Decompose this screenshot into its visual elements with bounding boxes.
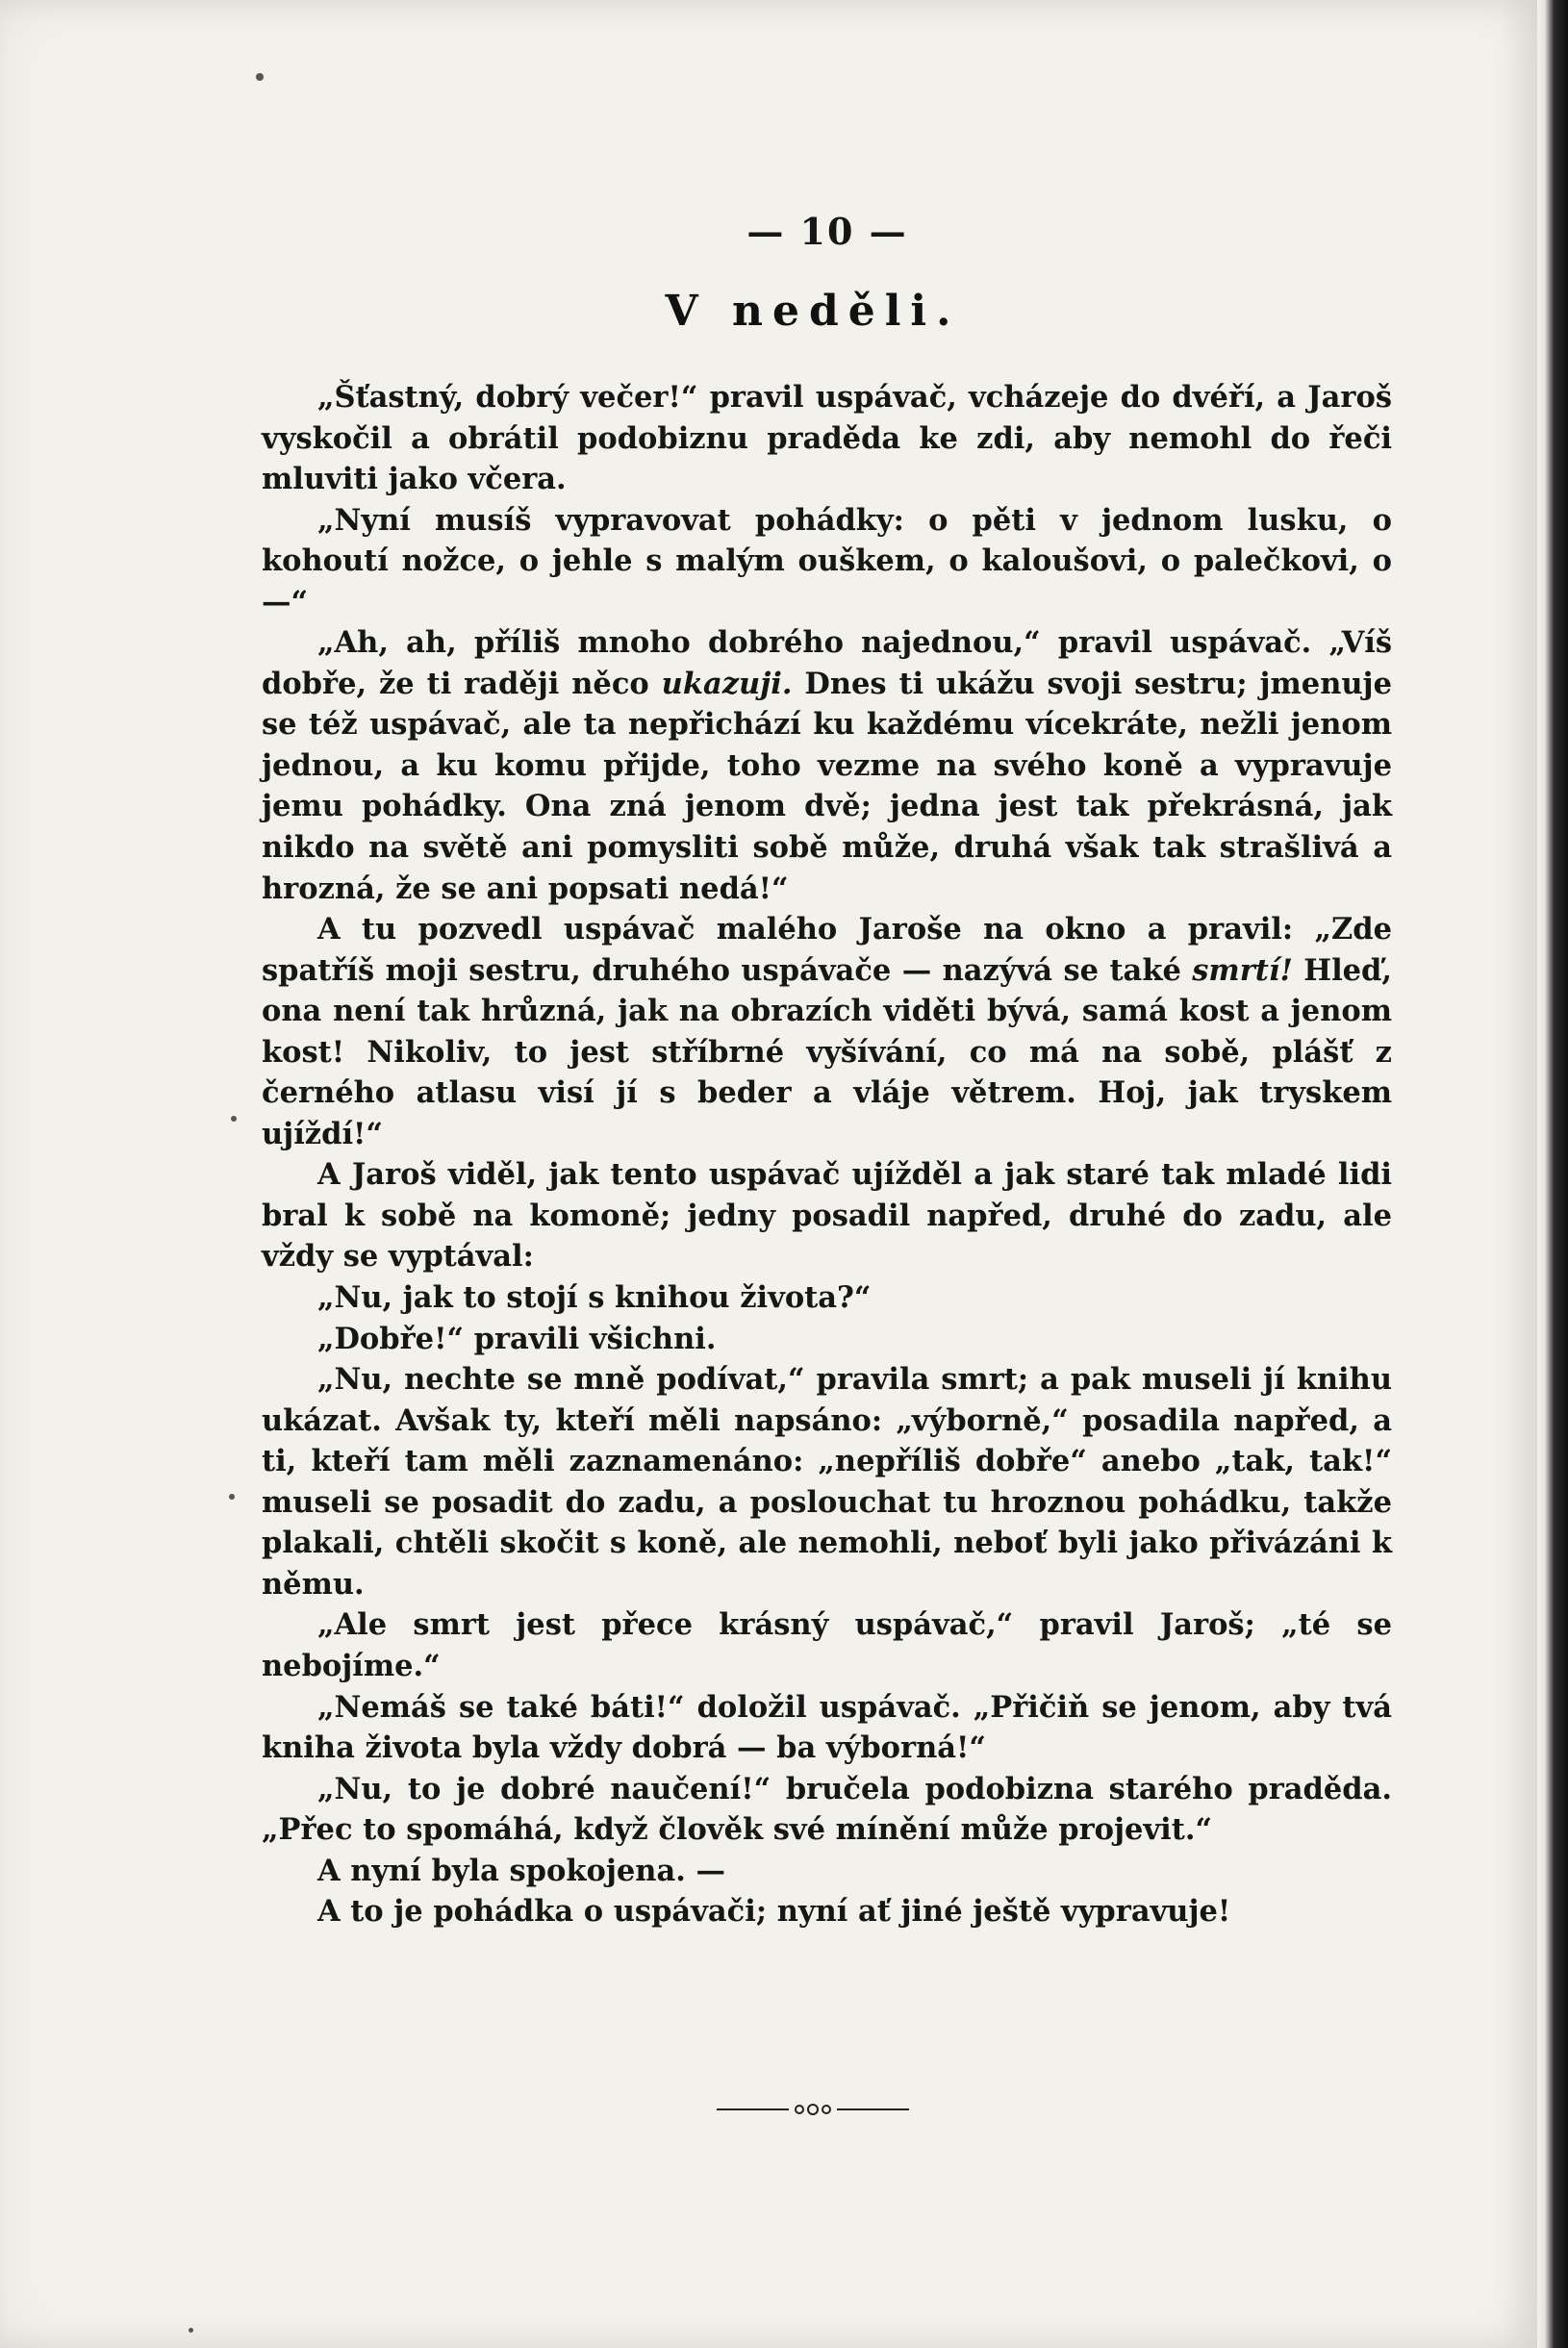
paragraph [262, 1277, 1392, 1319]
text-run: A tu pozvedl uspávač malého Jaroše na okno a pravil: „Zde spatříš moji sestru, druhého uspávače — nazývá se také [262, 912, 1392, 988]
italic-text: ukazuji. [661, 666, 793, 701]
text-run: „Ah, ah, příliš mnoho dobrého najednou,“ pravil uspávač. „Víš dobře, že ti raději něco [262, 625, 1392, 701]
paragraph [262, 500, 1392, 623]
paper-speck [189, 2328, 193, 2333]
body-text [262, 377, 1392, 1932]
text-run: „Nu, to je dobré naučení!“ bručela podobizna starého praděda. „Přec to spomáhá, když člověk své mínění může projevit.“ [262, 1771, 1392, 1848]
text-run: Hleď, ona není tak hrůzná, jak na obrazích viděti bývá, samá kost a jenom kost! Nikoliv, to jest stříbrné vyšívání, co má na sobě, plášť z černého atlasu visí jí s beder a vláje větrem. Hoj, jak tryskem ujíždí!“ [262, 952, 1393, 1151]
italic-text: smrtí! [1192, 952, 1293, 988]
page-number: — 10 — [746, 210, 908, 253]
text-run: „Šťastný, dobrý večer!“ pravil uspávač, vcházeje do dvéří, a Jaroš vyskočil a obrátil podobiznu praděda ke zdi, aby nemohl do řeči mluviti jako včera. [262, 380, 1392, 497]
text-run: A nyní byla spokojena. — [316, 1853, 725, 1888]
text-run: „Dobře!“ pravili všichni. [316, 1321, 717, 1356]
page-edge-shadow [1537, 0, 1568, 2348]
paragraph [262, 377, 1392, 500]
end-ornament [717, 2095, 909, 2124]
text-run: „Nyní musíš vypravovat pohádky: o pěti v jednom lusku, o kohoutí nožce, o jehle s malým ouškem, o kaloušovi, o palečkovi, o —“ [262, 502, 1392, 619]
paragraph [262, 1769, 1392, 1851]
paragraph [262, 1154, 1392, 1277]
text-run: „Nu, nechte se mně podívat,“ pravila smrt; a pak museli jí knihu ukázat. Avšak ty, kteří měli napsáno: „výborně,“ posadila napřed, a ti, kteří tam měli zaznamenáno: „nepříliš dobře“ anebo „tak, tak!“ museli se posadit do zadu, a poslouchat tu hroznou pohádku, takže plakali, chtěli skočit s koně, ale nemohli, neboť byli jako přivázáni k němu. [262, 1362, 1392, 1602]
paragraph [262, 1687, 1392, 1769]
text-run: Dnes ti ukážu svoji sestru; jmenuje se též uspávač, ale ta nepřichází ku každému vícekráte, nežli jenom jednou, a ku komu přijde, toho vezme na svého koně a vypravuje jemu pohádky. Ona zná jenom dvě; jedna jest tak překrásná, jak nikdo na světě ani pomysliti sobě může, druhá však tak strašlivá a hrozná, že se ani popsati nedá!“ [262, 666, 1392, 906]
paper-speck [256, 73, 264, 81]
text-run: „Nemáš se také báti!“ doložil uspávač. „Přičiň se jenom, aby tvá kniha života byla vždy dobrá — ba výborná!“ [262, 1689, 1392, 1766]
paragraph [262, 1359, 1392, 1604]
paper-speck [231, 1116, 237, 1122]
text-run: A to je pohádka o uspávači; nyní ať jiné ještě vypravuje! [316, 1894, 1231, 1930]
paragraph [262, 1851, 1392, 1892]
text-run: „Nu, jak to stojí s knihou života?“ [316, 1280, 872, 1316]
paragraph [262, 909, 1392, 1154]
paper-speck [229, 1494, 235, 1500]
chapter-title: V neděli. [665, 287, 961, 336]
text-run: A Jaroš viděl, jak tento uspávač ujížděl a jak staré tak mladé lidi bral k sobě na komoně; jedny posadil napřed, druhé do zadu, ale vždy se vyptával: [262, 1157, 1392, 1275]
paragraph [262, 1891, 1392, 1932]
paragraph [262, 622, 1392, 909]
text-run: „Ale smrt jest přece krásný uspávač,“ pravil Jaroš; „té se nebojíme.“ [262, 1607, 1392, 1683]
paragraph [262, 1604, 1392, 1686]
paragraph [262, 1319, 1392, 1360]
